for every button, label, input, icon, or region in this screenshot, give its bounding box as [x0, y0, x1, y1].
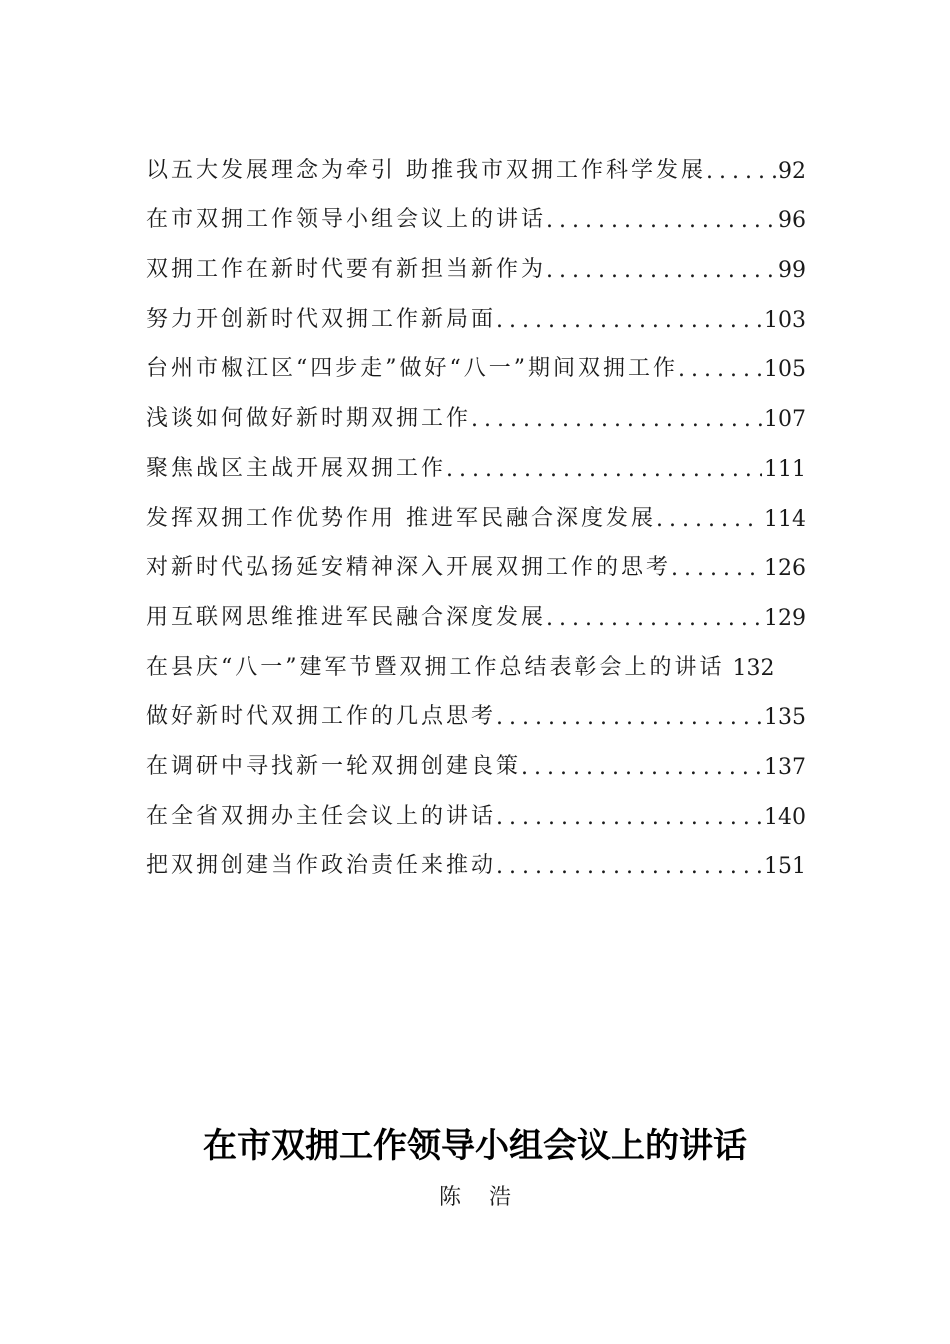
toc-leader-dots: [706, 159, 776, 184]
toc-entry-page: 126: [764, 556, 806, 582]
toc-entry[interactable]: [146, 382, 806, 432]
toc-entry-page: 92: [778, 158, 806, 184]
toc-entry[interactable]: [146, 681, 806, 731]
toc-entry[interactable]: [146, 482, 806, 532]
toc-entry-title: 浅谈如何做好新时期双拥工作: [146, 406, 472, 432]
toc-entry-page: 137: [764, 754, 806, 780]
toc-entry[interactable]: [146, 233, 806, 283]
article-author: 陈浩: [438, 1185, 539, 1210]
toc-entry-title: 在调研中寻找新一轮双拥创建良策: [146, 753, 522, 779]
toc-entry[interactable]: [146, 134, 806, 184]
toc-entry-title: 做好新时代双拥工作的几点思考: [146, 704, 497, 730]
toc-entry-title: 在县庆“八一”建军节暨双拥工作总结表彰会上的讲话: [146, 654, 725, 680]
toc-entry-title: 在市双拥工作领导小组会议上的讲话: [146, 207, 547, 233]
toc-entry-page: 99: [778, 258, 806, 284]
table-of-contents: [146, 134, 806, 879]
toc-entry[interactable]: [146, 830, 806, 880]
toc-leader-dots: [496, 805, 762, 830]
toc-entry-page: 114: [764, 506, 806, 532]
toc-entry-title: 聚焦战区主战开展双拥工作: [146, 455, 447, 481]
toc-entry-title: 把双拥创建当作政治责任来推动: [146, 853, 497, 879]
toc-entry-title: 发挥双拥工作优势作用 推进军民融合深度发展: [146, 505, 656, 531]
toc-leader-dots: [471, 407, 762, 432]
toc-entry[interactable]: [146, 184, 806, 234]
toc-leader-dots: [496, 308, 762, 333]
toc-entry[interactable]: [146, 532, 806, 582]
toc-leader-dots: [446, 457, 762, 482]
toc-entry-page: 96: [778, 208, 806, 234]
toc-entry-page: 140: [764, 804, 806, 830]
toc-leader-dots: [521, 755, 762, 780]
toc-leader-dots: [546, 606, 762, 631]
toc-entry[interactable]: [146, 333, 806, 383]
toc-entry-title: 台州市椒江区“四步走”做好“八一”期间双拥工作: [146, 356, 678, 382]
toc-entry-page: 151: [764, 854, 806, 880]
toc-leader-dots: [671, 556, 762, 581]
toc-entry-page: 105: [764, 357, 806, 383]
article-title: 在市双拥工作领导小组会议上的讲话: [203, 1126, 747, 1166]
toc-entry-title: 对新时代弘扬延安精神深入开展双拥工作的思考: [146, 555, 672, 581]
toc-entry-page: 135: [764, 705, 806, 731]
toc-entry-page: 132: [732, 655, 775, 681]
toc-entry[interactable]: [146, 581, 806, 631]
toc-entry[interactable]: [146, 780, 806, 830]
toc-entry[interactable]: [146, 432, 806, 482]
toc-entry-page: 129: [764, 605, 806, 631]
toc-leader-dots: [546, 208, 776, 233]
toc-leader-dots: [496, 854, 762, 879]
toc-leader-dots: [678, 357, 762, 382]
toc-leader-dots: [546, 258, 776, 283]
toc-leader-dots: [496, 705, 762, 730]
toc-entry-page: 107: [764, 407, 806, 433]
toc-entry-title: 在全省双拥办主任会议上的讲话: [146, 803, 497, 829]
toc-entry-title: 用互联网思维推进军民融合深度发展: [146, 604, 547, 630]
toc-entry-title: 努力开创新时代双拥工作新局面: [146, 306, 497, 332]
toc-entry[interactable]: [146, 283, 806, 333]
toc-entry[interactable]: [146, 631, 806, 681]
toc-entry[interactable]: [146, 730, 806, 780]
toc-entry-title: 双拥工作在新时代要有新担当新作为: [146, 257, 547, 283]
toc-entry-page: 103: [764, 307, 806, 333]
toc-entry-page: 111: [764, 456, 806, 482]
toc-leader-dots: [656, 507, 762, 532]
toc-entry-title: 以五大发展理念为牵引 助推我市双拥工作科学发展: [146, 157, 706, 183]
